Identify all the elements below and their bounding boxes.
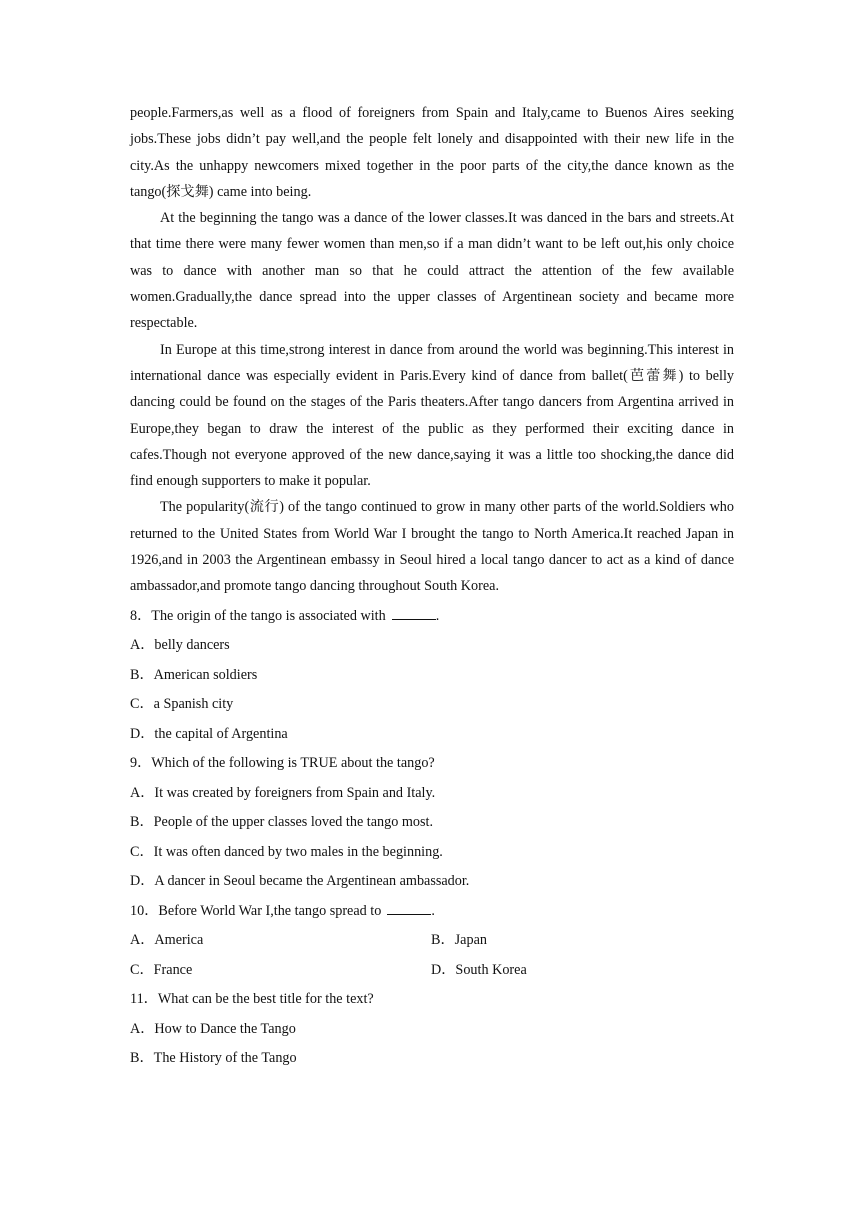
document-page	[130, 100, 734, 1074]
question-9-option-a: A．It was created by foreigners from Spain and Italy.	[130, 784, 436, 801]
question-10-option-d: D．South Korea	[431, 961, 527, 978]
question-10-options-row-2	[130, 956, 734, 986]
question-10-option-a: A．America	[130, 932, 204, 949]
question-10-stem	[130, 897, 734, 927]
question-8-option-b: B．American soldiers	[130, 666, 258, 683]
question-11-option-a: A．How to Dance the Tango	[130, 1020, 296, 1037]
question-10-options-row-1	[130, 926, 734, 956]
question-8-option-c: C．a Spanish city	[130, 696, 234, 713]
question-8-end: .	[435, 607, 440, 624]
question-9-option-c: C．It was often danced by two males in the beginning.	[130, 843, 443, 860]
question-9-option-d: D．A dancer in Seoul became the Argentinean ambassador.	[130, 873, 470, 890]
question-10-option-b: B．Japan	[431, 932, 487, 949]
passage-paragraph-4: The popularity(流行) of the tango continued to grow in many other parts of the world.Soldiers who returned to the United States from World War I brought the tango to North America.It reached Japan in 1926,and in 2003 the Argentinean embassy in Seoul hired a local tango dancer to act as a kind of dance ambassador,and promote tango dancing throughout South Korea.	[130, 499, 734, 595]
question-10	[130, 897, 734, 986]
question-8-option-a: A．belly dancers	[130, 637, 230, 654]
answer-blank	[392, 605, 436, 620]
question-10-end: .	[431, 902, 435, 919]
question-8-stem	[130, 602, 734, 632]
passage-paragraph-3: In Europe at this time,strong interest in dance from around the world was beginning.This interest in international dance was especially evident in Paris.Every kind of dance from ballet(芭蕾舞) to belly dancing could be found on the stages of the Paris theaters.After tango dancers from Argentina arrived in Europe,they began to draw the interest of the public as they performed their exciting dance in cafes.Though not everyone approved of the new dance,saying it was a little too shocking,the dance did find enough supporters to make it popular.	[130, 341, 734, 490]
question-9	[130, 749, 734, 897]
question-10-option-c: C．France	[130, 961, 193, 978]
question-11-stem: 11．What can be the best title for the text?	[130, 991, 374, 1008]
passage-paragraph-1: people.Farmers,as well as a flood of foreigners from Spain and Italy,came to Buenos Aires seeking jobs.These jobs didn’t pay well,and the people felt lonely and disappointed with their new life in the city.As the unhappy newcomers mixed together in the poor parts of the city,the dance known as the tango(探戈舞) came into being.	[130, 105, 734, 200]
question-10-text: 10．Before World War I,the tango spread to	[130, 902, 382, 919]
question-8-text: 8．The origin of the tango is associated with	[130, 607, 386, 624]
question-8-option-d: D．the capital of Argentina	[130, 725, 288, 742]
question-11	[130, 985, 734, 1074]
question-11-option-b: B．The History of the Tango	[130, 1050, 297, 1067]
question-9-option-b: B．People of the upper classes loved the tango most.	[130, 814, 434, 831]
question-8	[130, 602, 734, 750]
passage-paragraph-2: At the beginning the tango was a dance of the lower classes.It was danced in the bars and streets.At that time there were many fewer women than men,so if a man didn’t want to be left out,his only choice was to dance with another man so that he could attract the attention of the few available women.Gradually,the dance spread into the upper classes of Argentinean society and became more respectable.	[130, 210, 734, 332]
question-9-stem: 9．Which of the following is TRUE about the tango?	[130, 755, 435, 772]
answer-blank	[387, 900, 431, 915]
